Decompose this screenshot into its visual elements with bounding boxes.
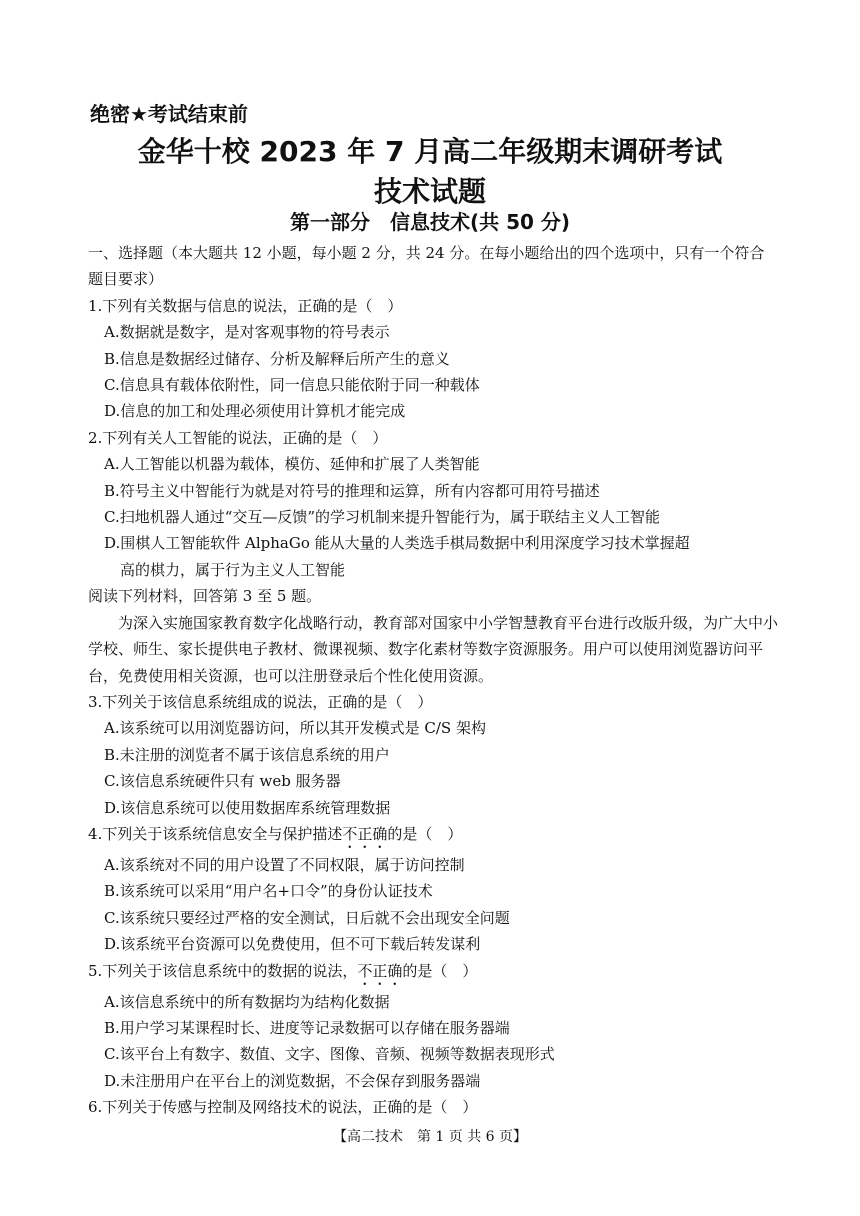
question-3 [88,689,778,821]
option-c: C.该平台上有数字、数值、文字、图像、音频、视频等数据表现形式 [104,1045,555,1064]
question-stem: 1.下列有关数据与信息的说法，正确的是（ ） [88,296,403,315]
question-4 [88,821,778,958]
question-stem: 3.下列关于该信息系统组成的说法，正确的是（ ） [88,692,433,711]
option-c: C.信息具有载体依附性，同一信息只能依附于同一种载体 [104,376,480,395]
option-d: D.信息的加工和处理必须使用计算机才能完成 [104,402,406,421]
option-d: D.围棋人工智能软件 AlphaGo 能从大量的人类选手棋局数据中利用深度学习技术掌握超 [104,534,690,553]
emphasis-mark: 不正确 [357,961,403,980]
reading-intro: 阅读下列材料，回答第 3 至 5 题。 [88,587,322,606]
section-heading: 第一部分 信息技术(共 50 分) [289,210,571,234]
reading-passage: 为深入实施国家教育数字化战略行动，教育部对国家中小学智慧教育平台进行改版升级，为广大中小学校、师生、家长提供电子教材、微课视频、数字化素材等数字资源服务。用户可以使用浏览器访问平台，免费使用相关资源，也可以注册登录后个性化使用资源。 [88,613,779,685]
question-stem [88,958,778,989]
option-a: A.该系统对不同的用户设置了不同权限，属于访问控制 [104,855,465,874]
option-c: C.该系统只要经过严格的安全测试，日后就不会出现安全问题 [104,908,510,927]
question-2 [88,425,778,583]
option-c: C.扫地机器人通过“交互—反馈”的学习机制来提升智能行为，属于联结主义人工智能 [104,508,661,527]
reading-material [88,583,778,689]
page-footer: 【高二技术 第 1 页 共 6 页】 [332,1129,528,1145]
question-stem: 6.下列关于传感与控制及网络技术的说法，正确的是（ ） [88,1098,478,1117]
option-d-continued: 高的棋力，属于行为主义人工智能 [120,560,346,579]
option-c: C.该信息系统硬件只有 web 服务器 [104,772,341,791]
exam-title: 金华十校 2023 年 7 月高二年级期末调研考试 [137,135,723,168]
confidential-label: 绝密★考试结束前 [90,102,248,126]
question-5 [88,958,778,1095]
option-a: A.人工智能以机器为载体，模仿、延伸和扩展了人类智能 [104,455,480,474]
option-d: D.该系统平台资源可以免费使用，但不可下载后转发谋利 [104,935,481,954]
emphasis-mark: 不正确 [342,824,388,843]
stem-text-end: 的是（ ） [402,961,478,980]
option-b: B.用户学习某课程时长、进度等记录数据可以存储在服务器端 [104,1018,510,1037]
option-b: B.未注册的浏览者不属于该信息系统的用户 [104,745,390,764]
exam-subtitle: 技术试题 [373,175,486,208]
question-6 [88,1094,778,1120]
section-instructions: 一、选择题（本大题共 12 小题，每小题 2 分，共 24 分。在每小题给出的四个选项中，只有一个符合题目要求） [88,244,765,289]
option-d: D.该信息系统可以使用数据库系统管理数据 [104,798,391,817]
option-b: B.符号主义中智能行为就是对符号的推理和运算，所有内容都可用符号描述 [104,481,600,500]
stem-text: 5.下列关于该信息系统中的数据的说法， [88,961,358,980]
option-a: A.数据就是数字，是对客观事物的符号表示 [104,323,390,342]
option-a: A.该信息系统中的所有数据均为结构化数据 [104,992,390,1011]
option-d: D.未注册用户在平台上的浏览数据，不会保存到服务器端 [104,1071,481,1090]
option-b: B.信息是数据经过储存、分析及解释后所产生的意义 [104,349,450,368]
option-b: B.该系统可以采用“用户名+口令”的身份认证技术 [104,882,433,901]
question-stem: 2.下列有关人工智能的说法，正确的是（ ） [88,428,388,447]
stem-text: 4.下列关于该系统信息安全与保护描述 [88,824,343,843]
stem-text-end: 的是（ ） [387,824,463,843]
option-a: A.该系统可以用浏览器访问，所以其开发模式是 C/S 架构 [104,719,486,738]
exam-content [88,240,778,1121]
question-1 [88,293,778,425]
question-stem [88,821,778,852]
